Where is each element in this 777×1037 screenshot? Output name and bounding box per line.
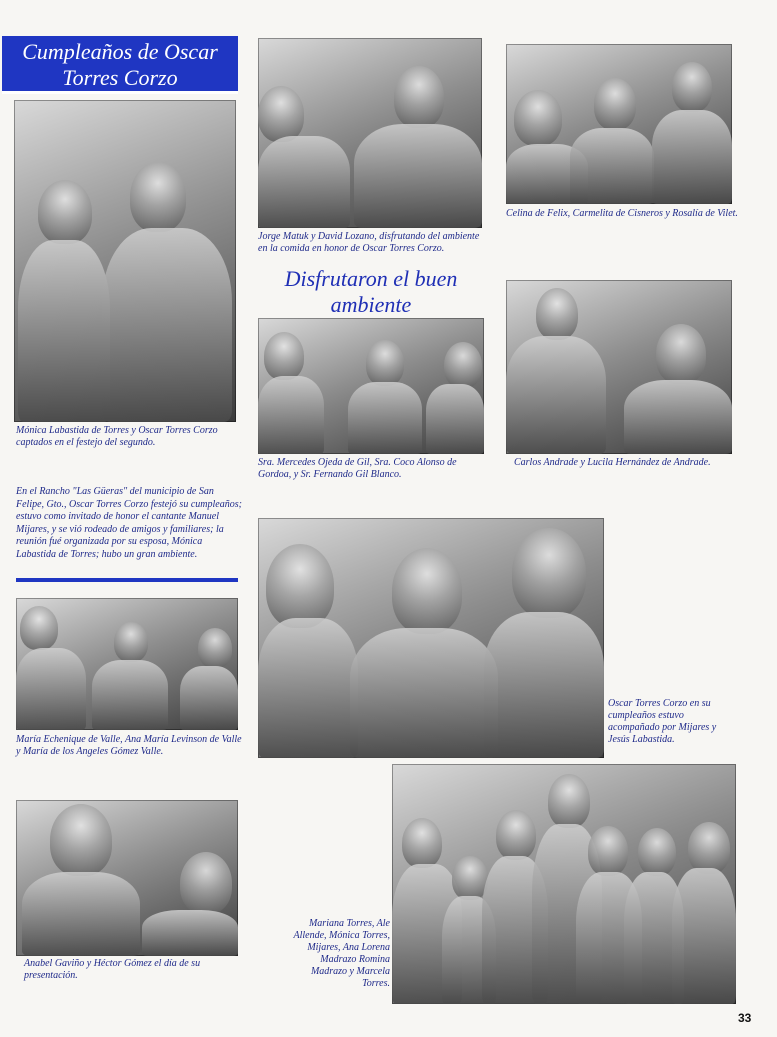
caption-carlos: Carlos Andrade y Lucila Hernández de Andrade.: [514, 457, 711, 468]
photo-oscar-mijares-jesus: [258, 518, 604, 758]
photo-mariana-group: [392, 764, 736, 1004]
caption-mariana: Mariana Torres, Ale Allende, Mónica Torres, Mijares, Ana Lorena Madrazo Romina Madrazo y Marcela Torres.: [293, 918, 390, 989]
photo-maria-echenique: [16, 598, 238, 730]
caption-jorge-david: Jorge Matuk y David Lozano, disfrutando del ambiente en la comida en honor de Oscar Torres Corzo.: [258, 231, 480, 254]
photo-carlos-lucila: [506, 280, 732, 454]
photo-anabel-hector: [16, 800, 238, 956]
photo-monica-oscar: [14, 100, 236, 422]
intro-paragraph: En el Rancho "Las Güeras" del municipio de San Felipe, Gto., Oscar Torres Corzo festejó su cumpleaños; estuvo como invitado de honor el cantante Manuel Mijares, y se vió rodeado de amigos y familiares; la reunión fué organizada por su esposa, Mónica Labastida de Torres; hubo un gran ambiente.: [16, 486, 242, 560]
caption-celina: Celina de Felix, Carmelita de Cisneros y Rosalía de Vilet.: [506, 208, 738, 219]
photo-mercedes-coco-fernando: [258, 318, 484, 454]
caption-maria: María Echenique de Valle, Ana María Levinson de Valle y María de los Angeles Gómez Valle.: [16, 734, 242, 757]
caption-oscar-mijares: Oscar Torres Corzo en su cumpleaños estuvo acompañado por Mijares y Jesús Labastida.: [608, 698, 717, 745]
section-subhead: Disfrutaron el buen ambiente: [284, 266, 458, 317]
caption-monica-oscar: Mónica Labastida de Torres y Oscar Torres Corzo captados en el festejo del segundo.: [16, 425, 218, 448]
caption-anabel: Anabel Gaviño y Héctor Gómez el día de su presentación.: [24, 958, 201, 981]
section-divider: [16, 578, 238, 582]
photo-celina-carmelita-rosalia: [506, 44, 732, 204]
photo-jorge-david: [258, 38, 482, 228]
page-number: 33: [738, 1011, 752, 1025]
article-title: Cumpleaños de Oscar Torres Corzo: [2, 36, 238, 94]
caption-mercedes: Sra. Mercedes Ojeda de Gil, Sra. Coco Alonso de Gordoa, y Sr. Fernando Gil Blanco.: [258, 457, 457, 480]
